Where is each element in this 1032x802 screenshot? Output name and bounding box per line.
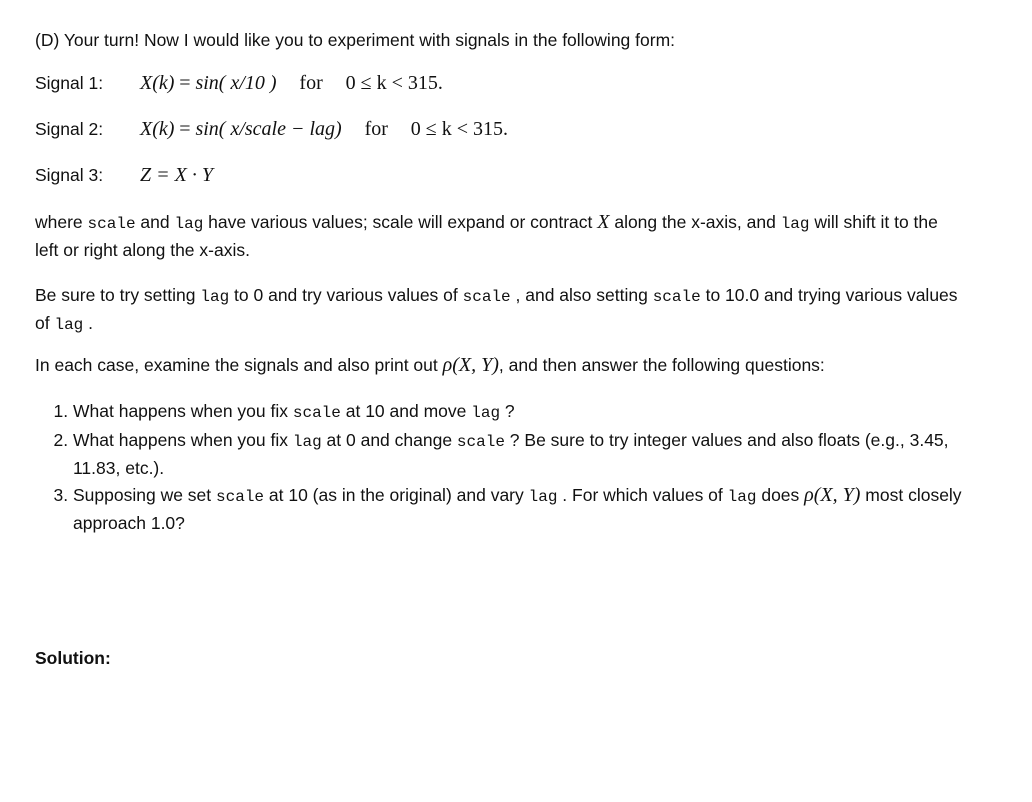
text-span: What happens when you fix xyxy=(73,429,293,450)
text-span: ? Be sure to try integer values and also floats (e.g., 3.45, 11.83, etc.). xyxy=(73,429,949,478)
math-x: X xyxy=(597,211,610,233)
code-lag: lag xyxy=(727,487,757,506)
intro-text: (D) Your turn! Now I would like you to experiment with signals in the following form: xyxy=(35,30,676,50)
text-span: In each case, examine the signals and also print out xyxy=(35,355,443,375)
text-span: have various values; scale will expand or contract xyxy=(203,212,598,232)
questions-list xyxy=(35,398,973,537)
code-scale: scale xyxy=(216,487,265,506)
code-lag: lag xyxy=(780,215,810,233)
signal-1-lhs: X(k) xyxy=(140,72,175,94)
code-lag: lag xyxy=(174,215,204,233)
signal-2-range: 0 ≤ k < 315. xyxy=(410,118,509,140)
text-span: at 10 (as in the original) and vary xyxy=(264,484,529,505)
code-scale: scale xyxy=(292,404,341,422)
text-span: most closely approach 1.0? xyxy=(73,484,962,533)
text-span: to 0 and try various values of xyxy=(229,285,463,305)
signal-1-range: 0 ≤ k < 315. xyxy=(345,72,443,94)
signal-2-for: for xyxy=(364,118,388,140)
code-lag: lag xyxy=(471,404,501,422)
code-scale: scale xyxy=(462,288,511,306)
text-span: . xyxy=(83,313,94,333)
text-span: ? xyxy=(500,401,515,421)
text-span: Supposing we set xyxy=(73,484,217,505)
text-span: to 10.0 and trying various values of xyxy=(35,285,958,333)
code-lag: lag xyxy=(292,432,322,451)
signal-3-expr: Z = X · Y xyxy=(140,164,213,186)
paragraph-be-sure xyxy=(35,282,965,338)
text-span: will shift it to the left or right along the x-axis. xyxy=(35,212,938,260)
text-span: . For which values of xyxy=(557,484,728,505)
text-span: Be sure to try setting xyxy=(35,285,201,305)
code-scale: scale xyxy=(456,432,505,451)
signal-2-rhs: sin( x/scale − lag) xyxy=(195,118,342,140)
signal-3-label: Signal 3: xyxy=(35,165,104,185)
math-rho: ρ(X, Y) xyxy=(442,354,499,376)
signal-2-label: Signal 2: xyxy=(35,119,104,139)
signal-2-eq: = xyxy=(179,118,191,140)
text-span: , and also setting xyxy=(510,285,653,305)
text-span: and xyxy=(135,212,175,232)
text-span: along the x-axis, and xyxy=(609,212,781,232)
text-span: What happens when you fix xyxy=(73,401,293,421)
paragraph-where xyxy=(35,209,965,263)
code-scale: scale xyxy=(652,288,701,306)
signal-1-rhs: sin( x/10 ) xyxy=(195,72,277,94)
paragraph-each-case xyxy=(35,352,965,378)
signal-1-eq: = xyxy=(179,72,191,94)
signal-1-row xyxy=(35,72,443,95)
text-span: at 10 and move xyxy=(340,401,472,421)
code-lag: lag xyxy=(54,316,84,334)
signal-1-for: for xyxy=(299,72,323,94)
question-item xyxy=(73,482,973,537)
question-item xyxy=(73,398,973,427)
solution-heading: Solution: xyxy=(35,648,111,668)
text-span: does xyxy=(756,484,805,505)
math-rho: ρ(X, Y) xyxy=(804,483,861,506)
text-span: where xyxy=(35,212,88,232)
text-span: at 0 and change xyxy=(321,429,457,450)
code-lag: lag xyxy=(528,487,558,506)
question-item xyxy=(73,427,973,482)
signal-2-lhs: X(k) xyxy=(140,118,175,140)
code-lag: lag xyxy=(200,288,230,306)
signal-2-row xyxy=(35,118,508,141)
text-span: , and then answer the following questions: xyxy=(498,355,825,375)
signal-3-row xyxy=(35,164,213,187)
code-scale: scale xyxy=(87,215,136,233)
signal-1-label: Signal 1: xyxy=(35,73,104,93)
